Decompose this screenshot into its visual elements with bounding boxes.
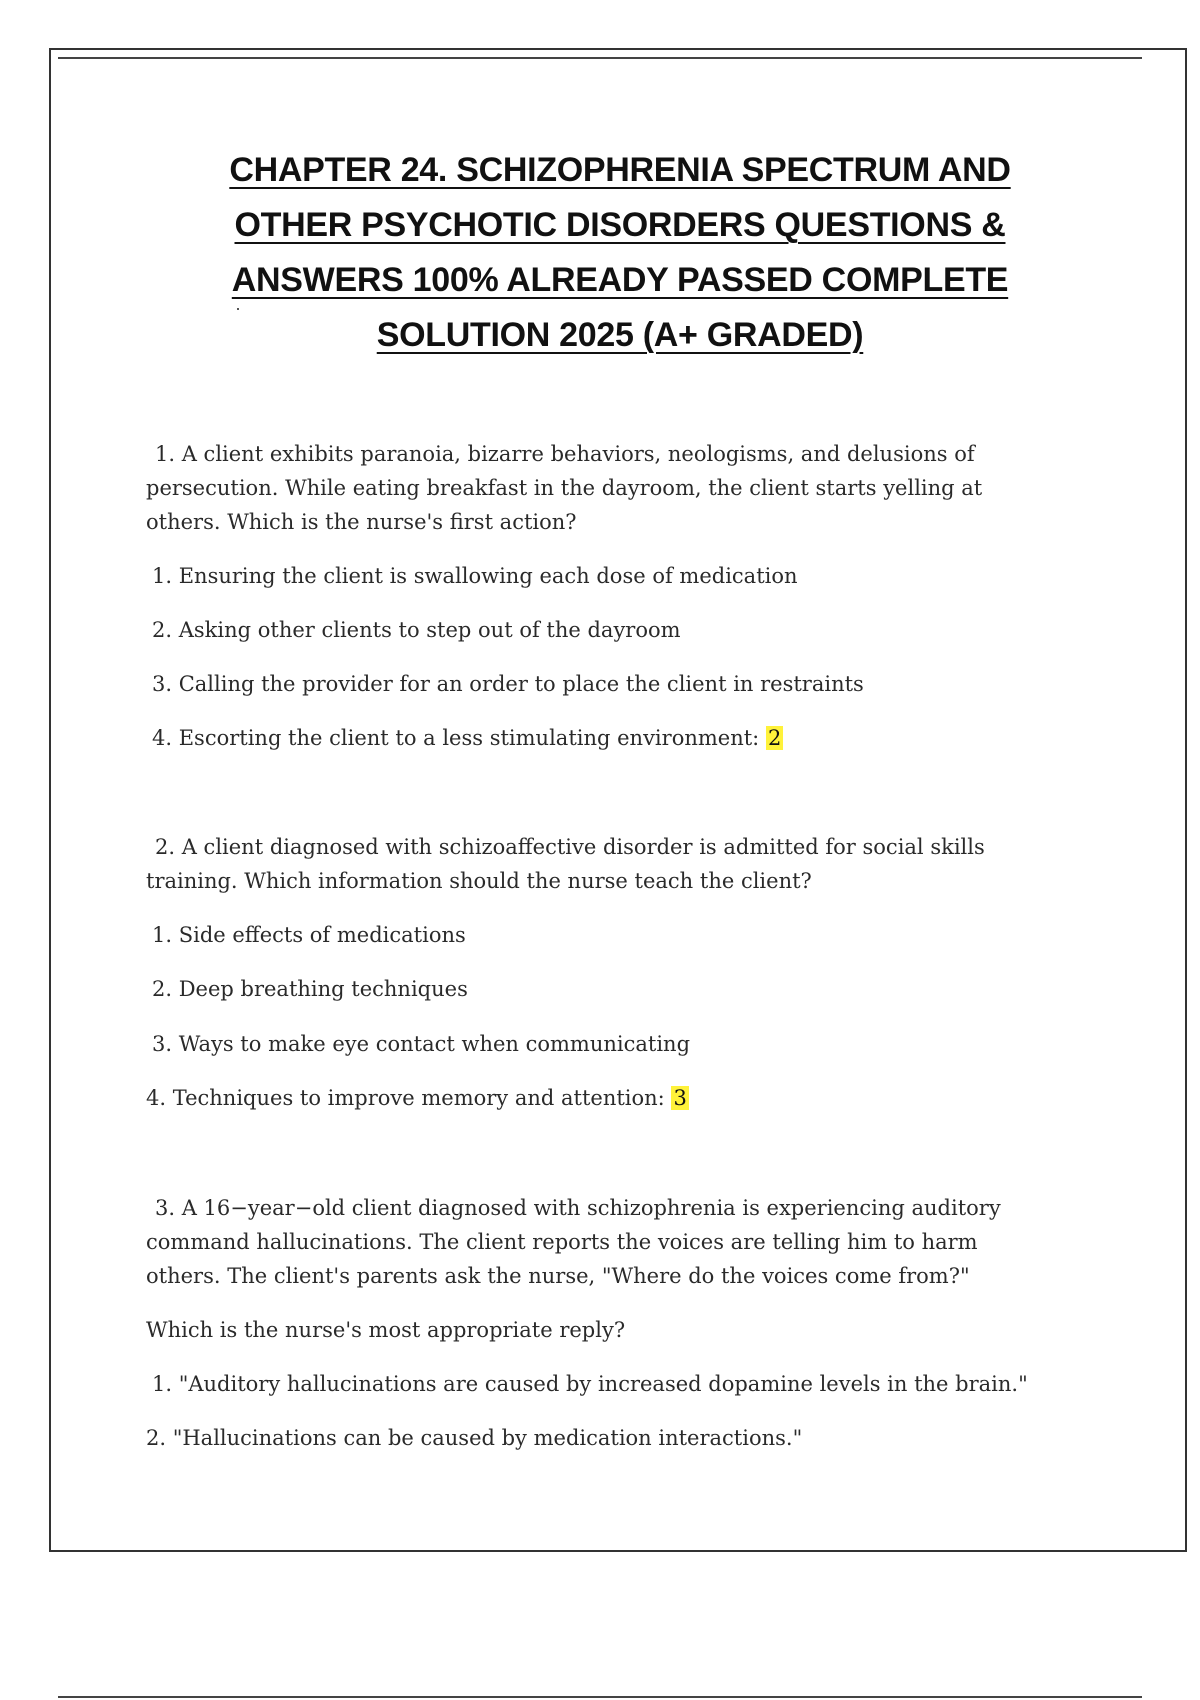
question-1-option-4: 4. Escorting the client to a less stimulating environment: 2 <box>152 726 782 750</box>
question-1-line-3: others. Which is the nurse's first action? <box>146 510 577 534</box>
document-title <box>140 143 1100 363</box>
question-2-option-1: 1. Side effects of medications <box>152 923 466 947</box>
title-line-1: CHAPTER 24. SCHIZOPHRENIA SPECTRUM AND <box>229 151 1011 189</box>
title-line-4: SOLUTION 2025 (A+ GRADED) <box>376 316 864 354</box>
question-2-line-2: training. Which information should the nurse teach the client? <box>146 869 812 893</box>
question-1-option-1: 1. Ensuring the client is swallowing each dose of medication <box>152 564 798 588</box>
top-rule <box>58 57 1142 59</box>
title-line-3: ANSWERS 100% ALREADY PASSED COMPLETE <box>231 261 1009 299</box>
question-3-option-1: 1. "Auditory hallucinations are caused by increased dopamine levels in the brain." <box>152 1372 1028 1396</box>
question-1-line-1: 1. A client exhibits paranoia, bizarre behaviors, neologisms, and delusions of <box>155 442 975 466</box>
question-2-option-4: 4. Techniques to improve memory and attention: 3 <box>146 1086 687 1110</box>
question-3-line-2: command hallucinations. The client reports the voices are telling him to harm <box>146 1230 978 1254</box>
stray-dot <box>237 308 239 310</box>
question-3-prompt: Which is the nurse's most appropriate reply? <box>146 1318 626 1342</box>
question-3-line-1: 3. A 16−year−old client diagnosed with schizophrenia is experiencing auditory <box>155 1196 1001 1220</box>
question-2-option-3: 3. Ways to make eye contact when communicating <box>152 1032 691 1056</box>
question-3-option-2: 2. "Hallucinations can be caused by medication interactions." <box>146 1426 803 1450</box>
question-1-option-3: 3. Calling the provider for an order to place the client in restraints <box>152 672 864 696</box>
question-2-option-2: 2. Deep breathing techniques <box>152 977 468 1001</box>
question-1-line-2: persecution. While eating breakfast in the dayroom, the client starts yelling at <box>146 476 983 500</box>
question-2-line-1: 2. A client diagnosed with schizoaffective disorder is admitted for social skills <box>155 835 985 859</box>
question-1-answer: 2 <box>767 726 782 750</box>
question-2-answer: 3 <box>673 1086 687 1110</box>
title-line-2: OTHER PSYCHOTIC DISORDERS QUESTIONS & <box>234 206 1006 244</box>
bottom-rule <box>58 1696 1142 1698</box>
question-3-line-3: others. The client's parents ask the nurse, "Where do the voices come from?" <box>146 1264 970 1288</box>
question-1-option-2: 2. Asking other clients to step out of the dayroom <box>152 618 681 642</box>
